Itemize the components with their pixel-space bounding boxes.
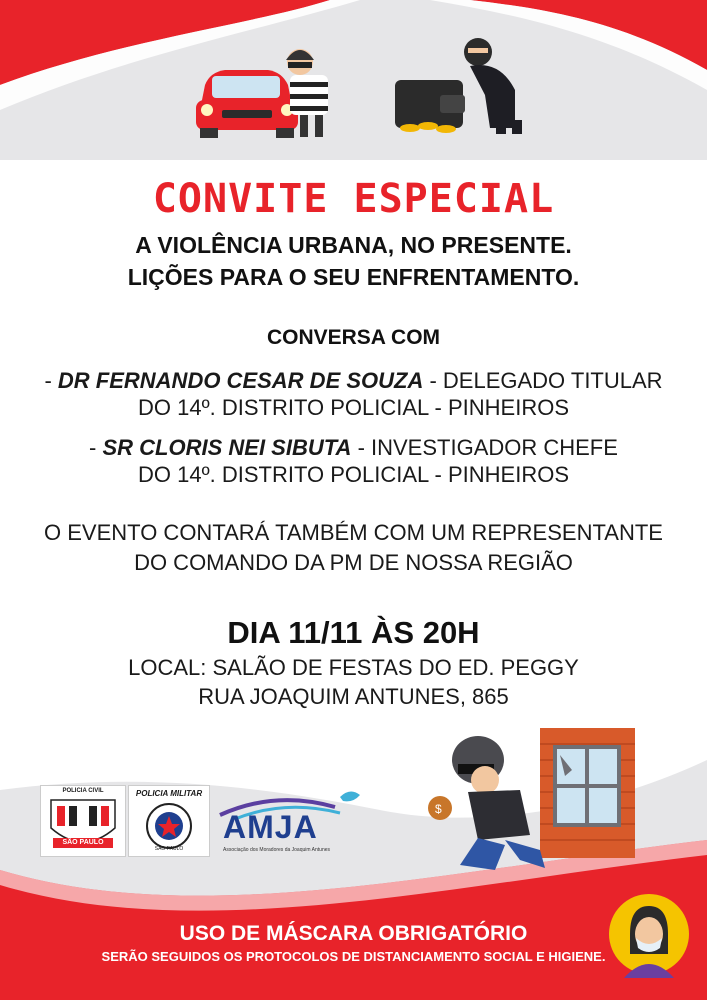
event-title: CONVITE ESPECIAL (152, 176, 555, 222)
speaker-1-line-2: DO 14º. DISTRITO POLICIAL - PINHEIROS (137, 395, 570, 420)
speaker-2-prefix: - (89, 435, 103, 460)
amja-subtitle: Associação dos Moradores da Joaquim Antunes (223, 847, 331, 853)
window-illustration (540, 728, 635, 858)
amja-logo (215, 785, 365, 857)
wallet-illustration (395, 80, 465, 133)
policia-civil-bottom-text: SÃO PAULO (62, 839, 104, 846)
speaker-1-role: - DELEGADO TITULAR (423, 368, 663, 393)
extra-line-2: DO COMANDO DA PM DE NOSSA REGIÃO (134, 550, 573, 575)
speaker-2-line-1 (0, 435, 707, 461)
policia-civil-top-text: POLICIA CIVIL (62, 788, 104, 794)
policia-militar-logo (128, 785, 210, 857)
amja-text: AMJA (223, 809, 318, 845)
speaker-1-name: DR FERNANDO CESAR DE SOUZA (57, 368, 424, 393)
protocol-notice: SERÃO SEGUIDOS OS PROTOCOLOS DE DISTANCIAMENTO SOCIAL E HIGIENE. (101, 949, 606, 964)
top-banner (0, 0, 707, 160)
event-address: RUA JOAQUIM ANTUNES, 865 (198, 684, 509, 709)
speaker-2-role: - INVESTIGADOR CHEFE (351, 435, 618, 460)
speaker-2-line-2: DO 14º. DISTRITO POLICIAL - PINHEIROS (137, 462, 570, 487)
subtitle-line-2: LIÇÕES PARA O SEU ENFRENTAMENTO. (127, 264, 580, 290)
mask-notice: USO DE MÁSCARA OBRIGATÓRIO (179, 922, 528, 945)
event-location: LOCAL: SALÃO DE FESTAS DO ED. PEGGY (128, 655, 579, 680)
event-date: DIA 11/11 ÀS 20H (227, 615, 480, 650)
svg-text:$: $ (435, 802, 442, 816)
pm-bottom-text: SÃO PAULO (154, 846, 184, 852)
speaker-1-prefix: - (44, 368, 58, 393)
policia-civil-logo (40, 785, 126, 857)
car-illustration (196, 70, 298, 138)
speaker-1-line-1 (0, 368, 707, 394)
subtitle-line-1: A VIOLÊNCIA URBANA, NO PRESENTE. (135, 232, 572, 258)
extra-line-1: O EVENTO CONTARÁ TAMBÉM COM UM REPRESENTANTE (44, 520, 663, 545)
speaker-2-name: SR CLORIS NEI SIBUTA (102, 435, 352, 460)
conversation-heading: CONVERSA COM (266, 326, 441, 349)
pm-top-text: POLICIA MILITAR (135, 789, 203, 798)
